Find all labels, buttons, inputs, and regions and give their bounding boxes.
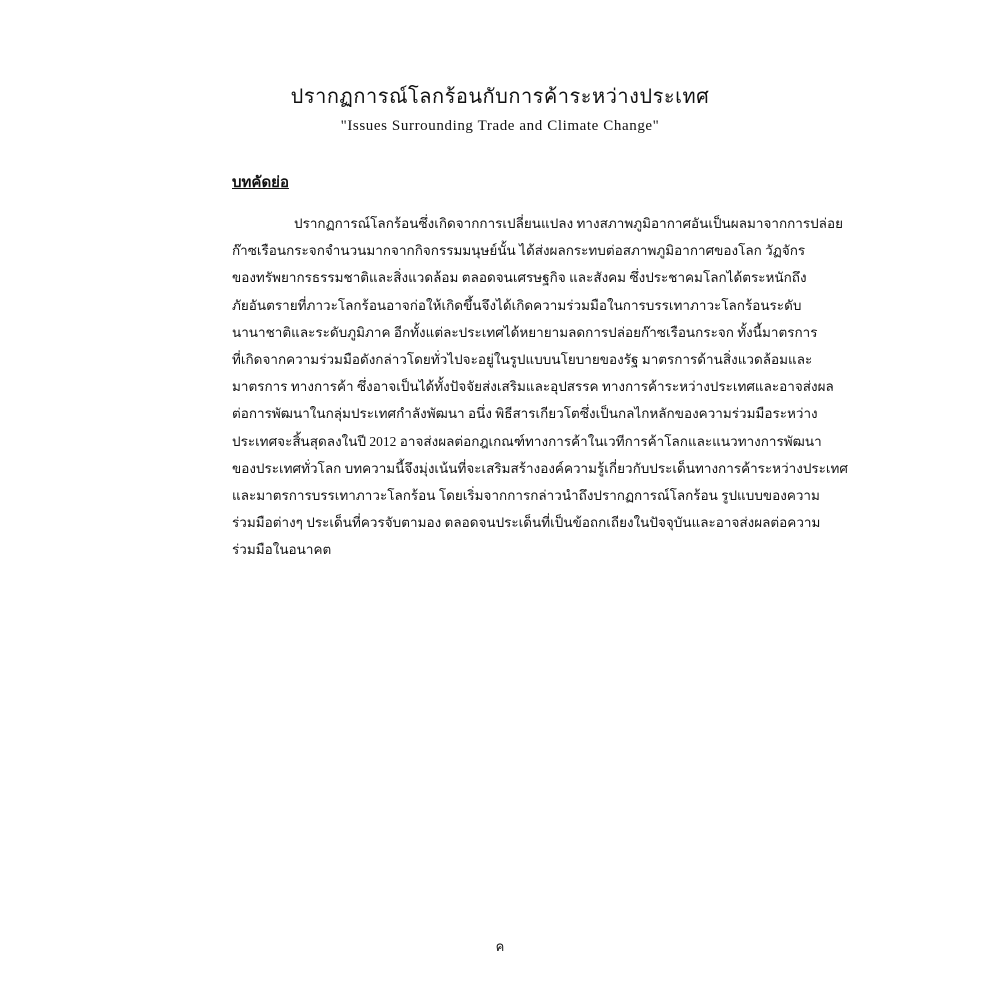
abstract-line: ก๊าซเรือนกระจกจำนวนมากจากกิจกรรมมนุษย์นั้น ได้ส่งผลกระทบต่อสภาพภูมิอากาศของโลก วัฏจักร: [232, 243, 806, 259]
page-title-thai: ปรากฏการณ์โลกร้อนกับการค้าระหว่างประเทศ: [290, 86, 710, 108]
abstract-line: ร่วมมือในอนาคต: [232, 542, 332, 558]
abstract-line: มาตรการ ทางการค้า ซึ่งอาจเป็นได้ทั้งปัจจัยส่งเสริมและอุปสรรค ทางการค้าระหว่างประเทศและอาจส่งผล: [232, 379, 834, 395]
abstract-line: ต่อการพัฒนาในกลุ่มประเทศกำลังพัฒนา อนึ่ง พิธีสารเกียวโตซึ่งเป็นกลไกหลักของความร่วมมือระหว่าง: [232, 406, 818, 422]
abstract-line: ของทรัพยากรธรรมชาติและสิ่งแวดล้อม ตลอดจนเศรษฐกิจ และสังคม ซึ่งประชาคมโลกได้ตระหนักถึง: [232, 270, 807, 286]
abstract-line: ร่วมมือต่างๆ ประเด็นที่ควรจับตามอง ตลอดจนประเด็นที่เป็นข้อถกเถียงในปัจจุบันและอาจส่งผลต่อความ: [232, 515, 821, 531]
abstract-line: ภัยอันตรายที่ภาวะโลกร้อนอาจก่อให้เกิดขึ้นจึงได้เกิดความร่วมมือในการบรรเทาภาวะโลกร้อนระดับ: [232, 297, 802, 313]
abstract-line: และมาตรการบรรเทาภาวะโลกร้อน โดยเริ่มจากการกล่าวนำถึงปรากฏการณ์โลกร้อน รูปแบบของความ: [232, 487, 820, 503]
abstract-body: [232, 210, 848, 563]
abstract-line: ของประเทศทั่วโลก บทความนี้จึงมุ่งเน้นที่จะเสริมสร้างองค์ความรู้เกี่ยวกับประเด็นทางการค้าระหว่างประเทศ: [232, 460, 848, 476]
page-number: ค: [495, 939, 505, 954]
abstract-line: ที่เกิดจากความร่วมมือดังกล่าวโดยทั่วไปจะอยู่ในรูปแบบนโยบายของรัฐ มาตรการด้านสิ่งแวดล้อมและ: [232, 351, 813, 367]
abstract-heading: บทคัดย่อ: [232, 175, 289, 191]
abstract-line: นานาชาติและระดับภูมิภาค อีกทั้งแต่ละประเทศได้หยายามลดการปล่อยก๊าซเรือนกระจก ทั้งนี้มาตรการ: [232, 324, 818, 340]
page-title-english: "Issues Surrounding Trade and Climate Change": [340, 118, 660, 134]
abstract-line: ประเทศจะสิ้นสุดลงในปี 2012 อาจส่งผลต่อกฎเกณฑ์ทางการค้าในเวทีการค้าโลกและแนวทางการพัฒนา: [232, 433, 822, 449]
abstract-line: ปรากฏการณ์โลกร้อนซึ่งเกิดจากการเปลี่ยนแปลง ทางสภาพภูมิอากาศอันเป็นผลมาจากการปล่อย: [294, 216, 843, 231]
